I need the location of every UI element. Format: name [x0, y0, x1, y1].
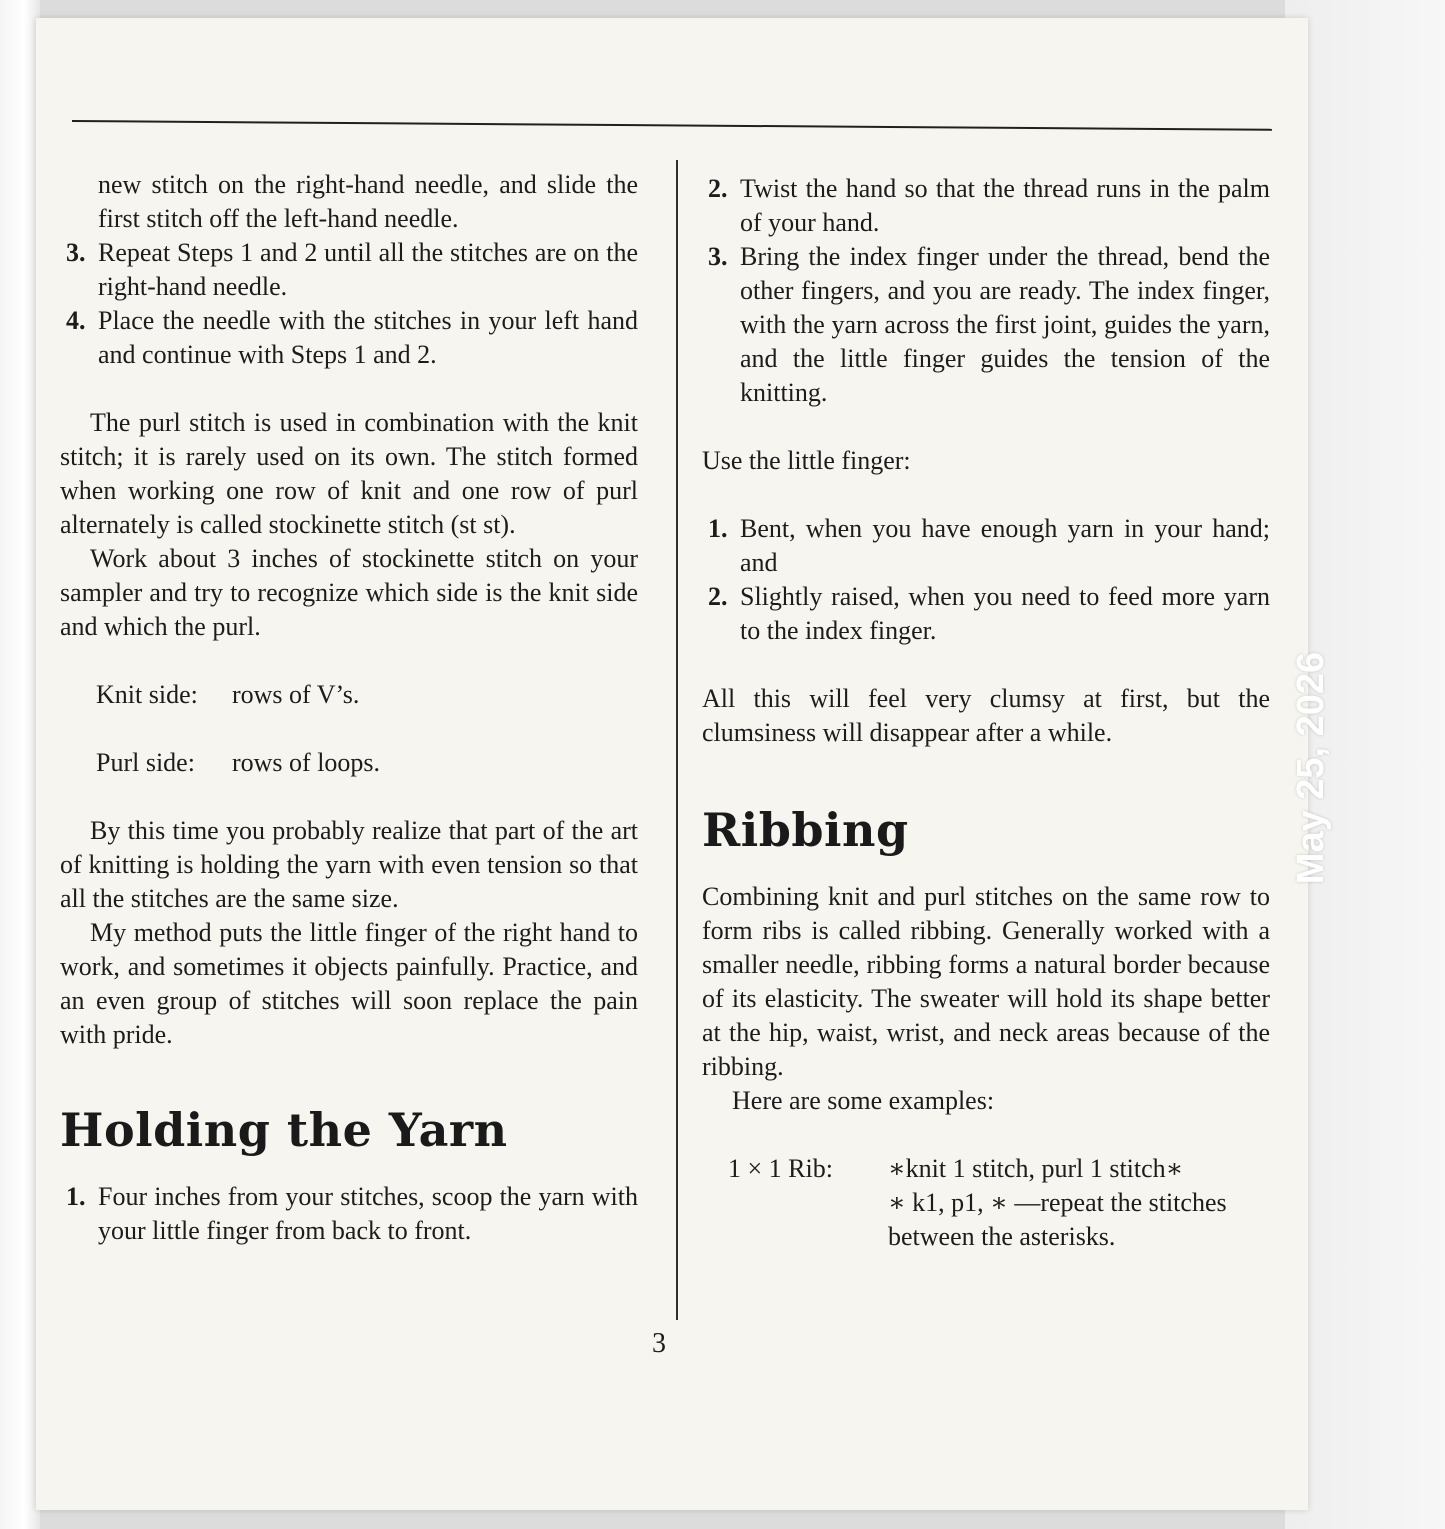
continued-text: new stitch on the right-hand needle, and slide the first stitch off the left-hand needle.	[98, 170, 638, 233]
list-item	[60, 236, 638, 304]
steps-list	[60, 236, 638, 372]
heading-ribbing: Ribbing	[702, 803, 909, 857]
list-item	[702, 172, 1270, 240]
page-number: 3	[652, 1328, 666, 1359]
date-watermark: May 25, 2026	[1290, 651, 1332, 885]
list-item	[702, 580, 1270, 648]
step-number: 2.	[708, 582, 728, 611]
knit-side-term: Knit side:	[96, 680, 198, 709]
holding-steps-list	[60, 1180, 638, 1248]
left-column	[60, 168, 638, 1248]
finger-list	[702, 512, 1270, 648]
step-number: 3.	[708, 242, 728, 271]
clumsy-paragraph: All this will feel very clumsy at first, but the clumsiness will disappear after a while.	[702, 684, 1270, 747]
ribbing-paragraph: Combining knit and purl stitches on the same row to form ribs is called ribbing. Generally worked with a smaller needle, ribbing forms a natural border because of its elasticity. The sweater will hold its shape better at the hip, waist, wrist, and neck areas because of the ribbing.	[702, 882, 1270, 1081]
step-number: 3.	[66, 238, 86, 267]
purl-side-term: Purl side:	[96, 748, 195, 777]
use-little-finger-text: Use the little finger:	[702, 446, 911, 475]
list-item	[702, 240, 1270, 410]
list-item	[702, 512, 1270, 580]
knit-side-desc: rows of V’s.	[232, 680, 360, 709]
step-text: Slightly raised, when you need to feed more yarn to the index finger.	[740, 582, 1270, 645]
step-number: 2.	[708, 174, 728, 203]
list-item	[60, 1180, 638, 1248]
right-column	[702, 172, 1270, 1254]
examples-intro: Here are some examples:	[732, 1086, 995, 1115]
time-paragraph: By this time you probably realize that part of the art of knitting is holding the yarn with even tension so that all the stitches are the same size.	[60, 816, 638, 913]
step-text: Place the needle with the stitches in your left hand and continue with Steps 1 and 2.	[98, 306, 638, 369]
step-text: Twist the hand so that the thread runs in the palm of your hand.	[740, 174, 1270, 237]
step-text: Repeat Steps 1 and 2 until all the stitches are on the right-hand needle.	[98, 238, 638, 301]
rib-line: ∗knit 1 stitch, purl 1 stitch∗	[888, 1154, 1184, 1183]
step-text: Bring the index finger under the thread, bend the other fingers, and you are ready. The index finger, with the yarn across the first joint, guides the yarn, and the little finger guides the tension of the knitting.	[740, 242, 1270, 407]
purl-paragraph: The purl stitch is used in combination with the knit stitch; it is rarely used on its own. The stitch formed when working one row of knit and one row of purl alternately is called stockinette stitch (st st).	[60, 408, 638, 539]
purl-side-definition	[60, 746, 638, 780]
knit-side-definition	[60, 678, 638, 712]
step-number: 4.	[66, 306, 86, 335]
heading-holding-the-yarn: Holding the Yarn	[60, 1103, 508, 1157]
step-text: Bent, when you have enough yarn in your hand; and	[740, 514, 1270, 577]
rib-label: 1 × 1 Rib:	[728, 1154, 833, 1183]
list-item	[60, 304, 638, 372]
rib-example	[702, 1152, 1270, 1254]
rib-body	[888, 1152, 1270, 1254]
step-text: Four inches from your stitches, scoop the yarn with your little finger from back to front.	[98, 1182, 638, 1245]
column-divider	[676, 160, 678, 1320]
rib-line: ∗ k1, p1, ∗ —repeat the stitches between the asterisks.	[888, 1188, 1227, 1251]
method-paragraph: My method puts the little finger of the right hand to work, and sometimes it objects painfully. Practice, and an even group of stitches will soon replace the pain with pride.	[60, 918, 638, 1049]
adjacent-page-edge	[0, 0, 40, 1529]
step-number: 1.	[708, 514, 728, 543]
steps-list	[702, 172, 1270, 410]
step-number: 1.	[66, 1182, 86, 1211]
purl-side-desc: rows of loops.	[232, 748, 381, 777]
work-paragraph: Work about 3 inches of stockinette stitch on your sampler and try to recognize which side is the knit side and which the purl.	[60, 544, 638, 641]
